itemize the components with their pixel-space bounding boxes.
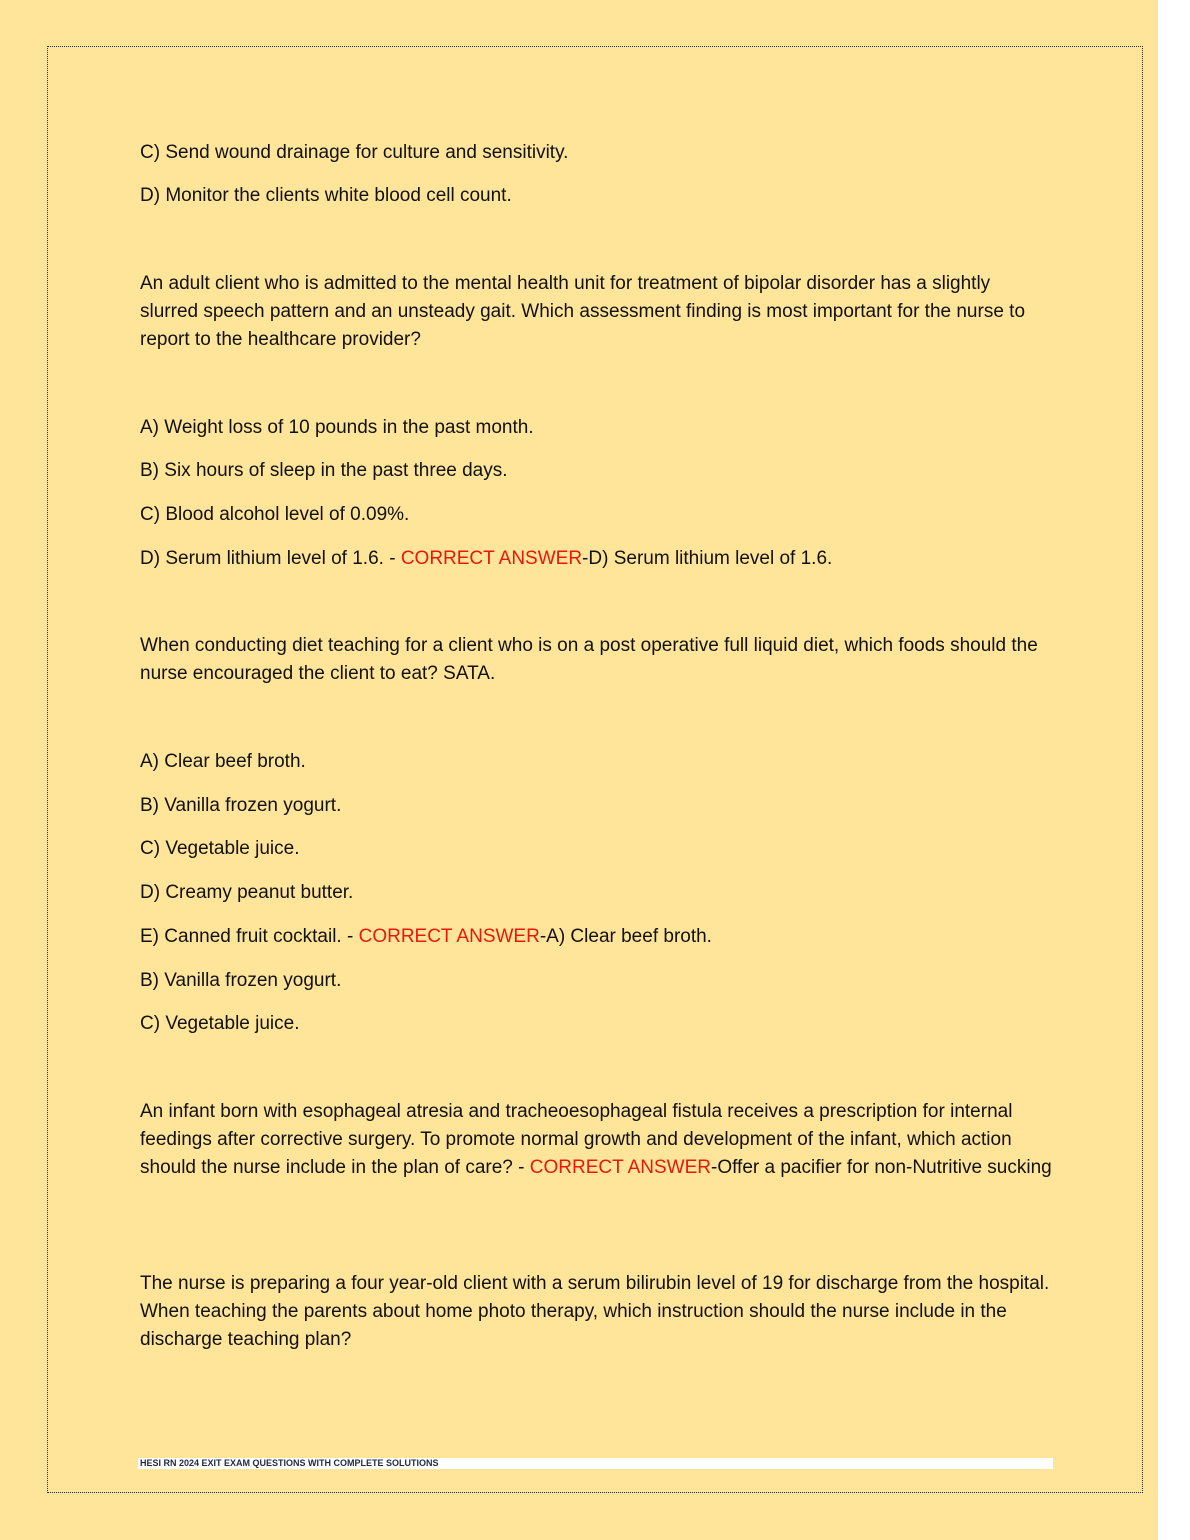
question-2-option-a: A) Clear beef broth. bbox=[140, 751, 306, 772]
question-2-option-e bbox=[140, 923, 712, 951]
page-footer bbox=[138, 1458, 1053, 1469]
question-1-option-a: A) Weight loss of 10 pounds in the past month. bbox=[140, 417, 534, 438]
question-1-option-d-text: D) Serum lithium level of 1.6. - bbox=[140, 548, 401, 569]
question-3-text bbox=[140, 1098, 1052, 1182]
question-2-option-c: C) Vegetable juice. bbox=[140, 838, 300, 859]
question-4-text: The nurse is preparing a four year-old client with a serum bilirubin level of 19 for discharge from the hospital. When teaching the parents about home photo therapy, which instruction should the nurse include in the discharge teaching plan? bbox=[140, 1273, 1050, 1350]
question-3-answer: -Offer a pacifier for non-Nutritive sucking bbox=[711, 1157, 1052, 1178]
correct-answer-label: CORRECT ANSWER bbox=[529, 1157, 711, 1178]
top-option-d: D) Monitor the clients white blood cell count. bbox=[140, 185, 512, 206]
question-2-text: When conducting diet teaching for a client who is on a post operative full liquid diet, which foods should the nurse encouraged the client to eat? SATA. bbox=[140, 635, 1038, 684]
correct-answer-label: CORRECT ANSWER bbox=[400, 548, 583, 569]
question-1-answer: -D) Serum lithium level of 1.6. bbox=[582, 548, 833, 569]
question-2-answer-3: C) Vegetable juice. bbox=[140, 1013, 300, 1034]
question-2-option-e-text: E) Canned fruit cocktail. - bbox=[140, 926, 359, 947]
question-2-option-b: B) Vanilla frozen yogurt. bbox=[140, 795, 342, 816]
question-1-option-c: C) Blood alcohol level of 0.09%. bbox=[140, 504, 410, 525]
question-1-option-b: B) Six hours of sleep in the past three days. bbox=[140, 460, 508, 481]
question-2-answer-2: B) Vanilla frozen yogurt. bbox=[140, 970, 342, 991]
top-option-c: C) Send wound drainage for culture and sensitivity. bbox=[140, 142, 569, 163]
correct-answer-label: CORRECT ANSWER bbox=[358, 926, 540, 947]
question-1-text: An adult client who is admitted to the mental health unit for treatment of bipolar disorder has a slightly slurred speech pattern and an unsteady gait. Which assessment finding is most important for the nurse to report to the healthcare provider? bbox=[140, 273, 1026, 350]
question-2-option-d: D) Creamy peanut butter. bbox=[140, 882, 354, 903]
question-3-question: An infant born with esophageal atresia and tracheoesophageal fistula receives a prescription for internal feedings after corrective surgery. To promote normal growth and development of the infant, which action should the nurse include in the plan of care? - bbox=[140, 1101, 1013, 1178]
footer-title: HESI RN 2024 EXIT EXAM QUESTIONS WITH COMPLETE SOLUTIONS bbox=[140, 1458, 439, 1468]
question-2-answer-1: -A) Clear beef broth. bbox=[539, 926, 712, 947]
question-1-option-d bbox=[140, 545, 832, 573]
